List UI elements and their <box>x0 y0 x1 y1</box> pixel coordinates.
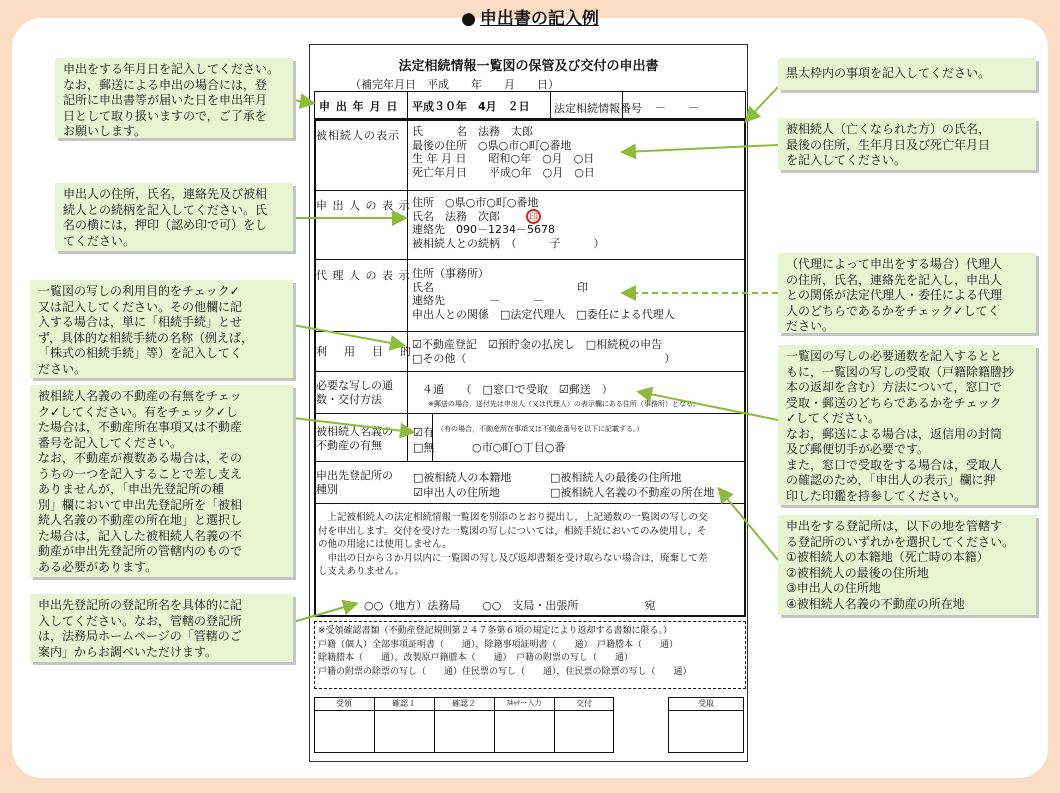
note-property-line: ありませんが，「申出先登記所の種 <box>38 482 225 496</box>
note-copies <box>778 345 1036 505</box>
note-property <box>30 385 293 577</box>
copies-label-2: 数・交付方法 <box>316 392 382 406</box>
statement-line-1: 上記被相続人の法定相続情報一覧図を別添のとおり提出し，上記通数の一覧図の写しの交 <box>318 512 708 523</box>
arrow-decedent <box>624 145 778 152</box>
property-yes-checkbox[interactable]: ☑有 <box>413 426 434 439</box>
stamp-col-check1: 確認１ <box>392 699 416 708</box>
applicant-address: 住所 ○県○市○町○番地 <box>412 196 539 209</box>
note-agent-line: ださい。 <box>786 319 835 333</box>
note-purpose <box>30 280 293 378</box>
note-property-line: 被相続人名義の不動産の有無をチェッ <box>38 389 242 403</box>
receive-label: 受取 <box>698 699 714 708</box>
title-bullet: ● <box>461 9 476 29</box>
registry-label-2: 種別 <box>316 482 338 496</box>
registry-opt-domicile[interactable]: □被相続人の本籍地 <box>413 471 512 484</box>
decedent-name: 氏 名 法務 太郎 <box>412 125 533 138</box>
note-copies-line: もに，一覧図の写しの受取（戸籍除籍謄抄 <box>786 364 1015 379</box>
registry-label-1: 申出先登記所の <box>316 469 393 482</box>
agent-contact: 連絡先 － － <box>412 294 544 307</box>
note-outline <box>778 58 1036 90</box>
note-registry-line: ③申出人の住所地 <box>786 581 881 595</box>
note-property-line: た場合は，記入した被相続人名義の不 <box>38 528 243 543</box>
note-copies-line: 本の返却を含む）方法について，窓口で <box>786 380 1002 394</box>
stamp-col-issue: 交付 <box>576 699 592 708</box>
arrow-copies <box>640 392 778 420</box>
note-decedent-line: 最後の住所，生年月日及び死亡年月日 <box>786 137 991 152</box>
note-filing-date <box>55 58 293 138</box>
note-agent-line: 人のどちらであるかをチェック✓してく <box>786 303 1000 318</box>
note-agent <box>778 253 1036 333</box>
note-office-line: 案内」からお調べいただけます。 <box>38 644 218 659</box>
property-no-checkbox[interactable]: □無 <box>413 441 435 454</box>
property-label-2: 不動産の有無 <box>316 438 382 452</box>
note-agent-line: の住所，氏名，連絡先を記入し，申出人 <box>786 272 1003 287</box>
note-property-line: なお，不動産が複数ある場合は，その <box>38 451 243 465</box>
docs-line-2: 戸籍（個人）全部事項証明書（ 通），除籍事項証明書（ 通） 戸籍謄本（ 通） <box>318 639 679 650</box>
note-purpose-line: ず，具体的な相続手続の名称（例えば， <box>38 330 254 345</box>
note-property-line: 動産が申出先登記所の管轄内のもので <box>38 544 243 558</box>
decedent-birth: 生 年 月 日 昭和○年 ○月 ○日 <box>412 152 595 165</box>
note-purpose-line: 入する場合は，単に「相続手続」とせ <box>38 315 243 329</box>
office-name[interactable]: ○○（地方）法務局 ○○ 支局・出張所 宛 <box>364 599 656 612</box>
amend-date-line: （補完年月日 平成 年 月 日） <box>350 78 559 91</box>
copies-label-1: 必要な写しの通 <box>316 379 393 392</box>
purpose-label: 利 用 目 的 <box>316 345 414 358</box>
note-registry-line: る登記所のいずれかを選択してください。 <box>786 534 1015 549</box>
arrow-property <box>293 418 412 432</box>
note-copies-line: また，窓口で受取をする場合は，受取人 <box>786 457 1003 472</box>
decedent-address: 最後の住所 ○県○市○町○番地 <box>412 138 572 152</box>
note-property-line: ある必要があります。 <box>38 559 158 574</box>
agent-relation: 申出人との関係 □法定代理人 □委任による代理人 <box>412 307 675 321</box>
note-applicant <box>55 183 293 251</box>
statement-line-5: し支えありません。 <box>318 566 405 577</box>
docs-line-3: 除籍謄本（ 通），改製原戸籍謄本（ 通） 戸籍の附票の写し（ 通） <box>318 653 634 663</box>
purpose-line-2: □その他（ ） <box>412 351 676 365</box>
note-applicant-line: 続人との続柄を記入してください。氏 <box>63 202 268 217</box>
agent-name: 氏名 印 <box>412 280 588 294</box>
property-label-1: 被相続人名義の <box>316 425 393 438</box>
note-purpose-line: 又は記入してください。その他欄に記 <box>38 299 243 314</box>
note-filing-date-line: なお，郵送による申出の場合には，登 <box>63 77 268 92</box>
applicant-label: 申 出 人 の 表 示 <box>316 199 411 212</box>
note-property-line: た場合は，不動産所在事項又は不動産 <box>38 420 243 434</box>
note-office <box>30 594 293 662</box>
number-label: 法定相続情報番号 <box>554 102 642 115</box>
date-value[interactable]: 平成３０年 4月 ２日 <box>412 100 530 113</box>
registry-opt-property[interactable]: □被相続人名義の不動産の所在地 <box>550 486 715 499</box>
stamp-col-receipt: 受領 <box>336 699 352 708</box>
note-registry-line: ②被相続人の最後の住所地 <box>786 565 929 580</box>
property-location[interactable]: ○市○町○丁目○番 <box>472 441 566 454</box>
note-copies-line: 受取・郵送のどちらであるかをチェック <box>786 395 1002 410</box>
applicant-relation: 被相続人との続柄 （ 子 ） <box>412 236 605 250</box>
arrow-registry <box>720 490 778 560</box>
note-decedent-line: を記入してください。 <box>786 153 907 167</box>
date-label: 申 出 年 月 日 <box>319 100 399 113</box>
note-applicant-line: てください。 <box>63 233 136 248</box>
note-purpose-line: 一覧図の写しの利用目的をチェック✓ <box>38 284 240 298</box>
note-applicant-line: 名の横には，押印（認め印で可）をし <box>63 218 268 232</box>
registry-opt-last-address[interactable]: □被相続人の最後の住所地 <box>550 471 682 484</box>
note-registry-line: ①被相続人の本籍地（死亡時の本籍） <box>786 550 989 564</box>
decedent-death: 死亡年月日 平成○年 ○月 ○日 <box>412 165 595 179</box>
note-copies-line: ✓してください。 <box>786 411 881 425</box>
applicant-contact: 連絡先 090－1234－5678 <box>412 223 555 236</box>
note-purpose-line: 「株式の相続手続」等）を記入してく <box>38 346 243 360</box>
purpose-line-1: ☑不動産登記 ☑預貯金の払戻し □相続税の申告 <box>412 338 663 351</box>
agent-address: 住所（事務所） <box>412 267 489 280</box>
note-copies-line: 及び郵便切手が必要です。 <box>786 442 930 456</box>
applicant-name: 氏名 法務 次郎 <box>412 209 500 223</box>
note-outline-line: 黒太枠内の事項を記入してください。 <box>786 66 991 80</box>
note-copies-line: 印した印鑑を持参してください。 <box>786 488 967 503</box>
note-agent-line: （代理によって申出をする場合）代理人 <box>786 257 1003 271</box>
note-copies-line: の確認のため，「申出人の表示」欄に押 <box>786 473 996 487</box>
note-purpose-line: ださい。 <box>38 361 87 376</box>
number-value[interactable]: － － <box>655 101 699 114</box>
decedent-label: 被相続人の表示 <box>316 129 400 142</box>
note-office-line: は，法務局ホームページの「管轄のご <box>38 629 242 643</box>
note-decedent-line: 被相続人（亡くなられた方）の氏名， <box>786 122 991 136</box>
note-copies-line: なお，郵送による場合は，返信用の封筒 <box>786 426 1003 441</box>
arrow-office <box>293 604 355 622</box>
statement-line-3: の他の用途には使用しません。 <box>318 539 452 550</box>
registry-opt-applicant-address[interactable]: ☑申出人の住所地 <box>413 486 500 499</box>
note-property-line: 別」欄において申出先登記所を「被相 <box>38 497 243 512</box>
copies-value[interactable]: ４通 （ □窓口で受取 ☑郵送 ） <box>422 383 613 396</box>
note-property-line: ク✓してください。有をチェック✓し <box>38 404 238 419</box>
note-property-line: うちの一つを記入することで差し支え <box>38 466 243 481</box>
stamp-col-check2: 確認２ <box>452 699 476 708</box>
note-copies-line: 一覧図の写しの必要通数を記入するとと <box>786 349 1003 363</box>
note-applicant-line: 申出人の住所，氏名，連絡先及び被相 <box>63 187 268 201</box>
docs-line-4: 戸籍の附票の除票の写し（ 通）住民票の写し（ 通），住民票の除票の写し（ 通） <box>318 666 692 677</box>
note-filing-date-line: 申出をする年月日を記入してください。 <box>63 62 280 76</box>
title-text: 申出書の記入例 <box>479 9 599 29</box>
statement-line-4: 申出の日から３か月以内に一覧図の写し及び返却書類を受け取らない場合は，廃棄して差 <box>318 552 708 564</box>
note-filing-date-line: 記所に申出書等が届いた日を申出年月 <box>63 93 268 107</box>
note-property-line: 続人名義の不動産の所在地」と選択し <box>38 513 243 527</box>
note-property-line: 番号を記入してください。 <box>38 435 183 450</box>
agent-label: 代 理 人 の 表 示 <box>316 269 411 282</box>
note-filing-date-line: 日として取り扱いますので，ご了承を <box>63 108 267 123</box>
docs-line-1: ※受領確認書類（不動産登記規則第２４７条第６項の規定により返却する書類に限る。） <box>318 626 673 636</box>
note-filing-date-line: お願いします。 <box>63 124 147 138</box>
property-note: （有の場合，不動産所在事項又は不動産番号を以下に記載する。） <box>437 425 644 433</box>
arrow-purpose <box>293 325 402 345</box>
note-registry <box>778 515 1036 615</box>
statement-line-2: 付を申出します。交付を受けた一覧図の写しについては，相続手続においてのみ使用し，そ <box>318 525 707 537</box>
note-office-line: 申出先登記所の登記所名を具体的に記 <box>38 598 243 612</box>
note-registry-line: ④被相続人名義の不動産の所在地 <box>786 596 965 611</box>
note-office-line: 入してください。なお，管轄の登記所 <box>38 613 243 628</box>
copies-note: ※郵送の場合，送付先は申出人（又は代理人）の表示欄にある住所（事務所）となる。 <box>428 400 700 408</box>
stamp-col-scan: ｽｷｬﾅｰ･入力 <box>506 699 542 707</box>
applicant-seal: 印 <box>526 209 541 224</box>
note-agent-line: との関係が法定代理人・委任による代理 <box>786 288 1003 302</box>
note-registry-line: 申出をする登記所は，以下の地を管轄す <box>786 519 1003 533</box>
form-title: 法定相続情報一覧図の保管及び交付の申出書 <box>398 59 659 74</box>
arrow-date <box>293 100 312 103</box>
note-decedent <box>778 118 1036 170</box>
arrow-outline <box>747 87 778 120</box>
